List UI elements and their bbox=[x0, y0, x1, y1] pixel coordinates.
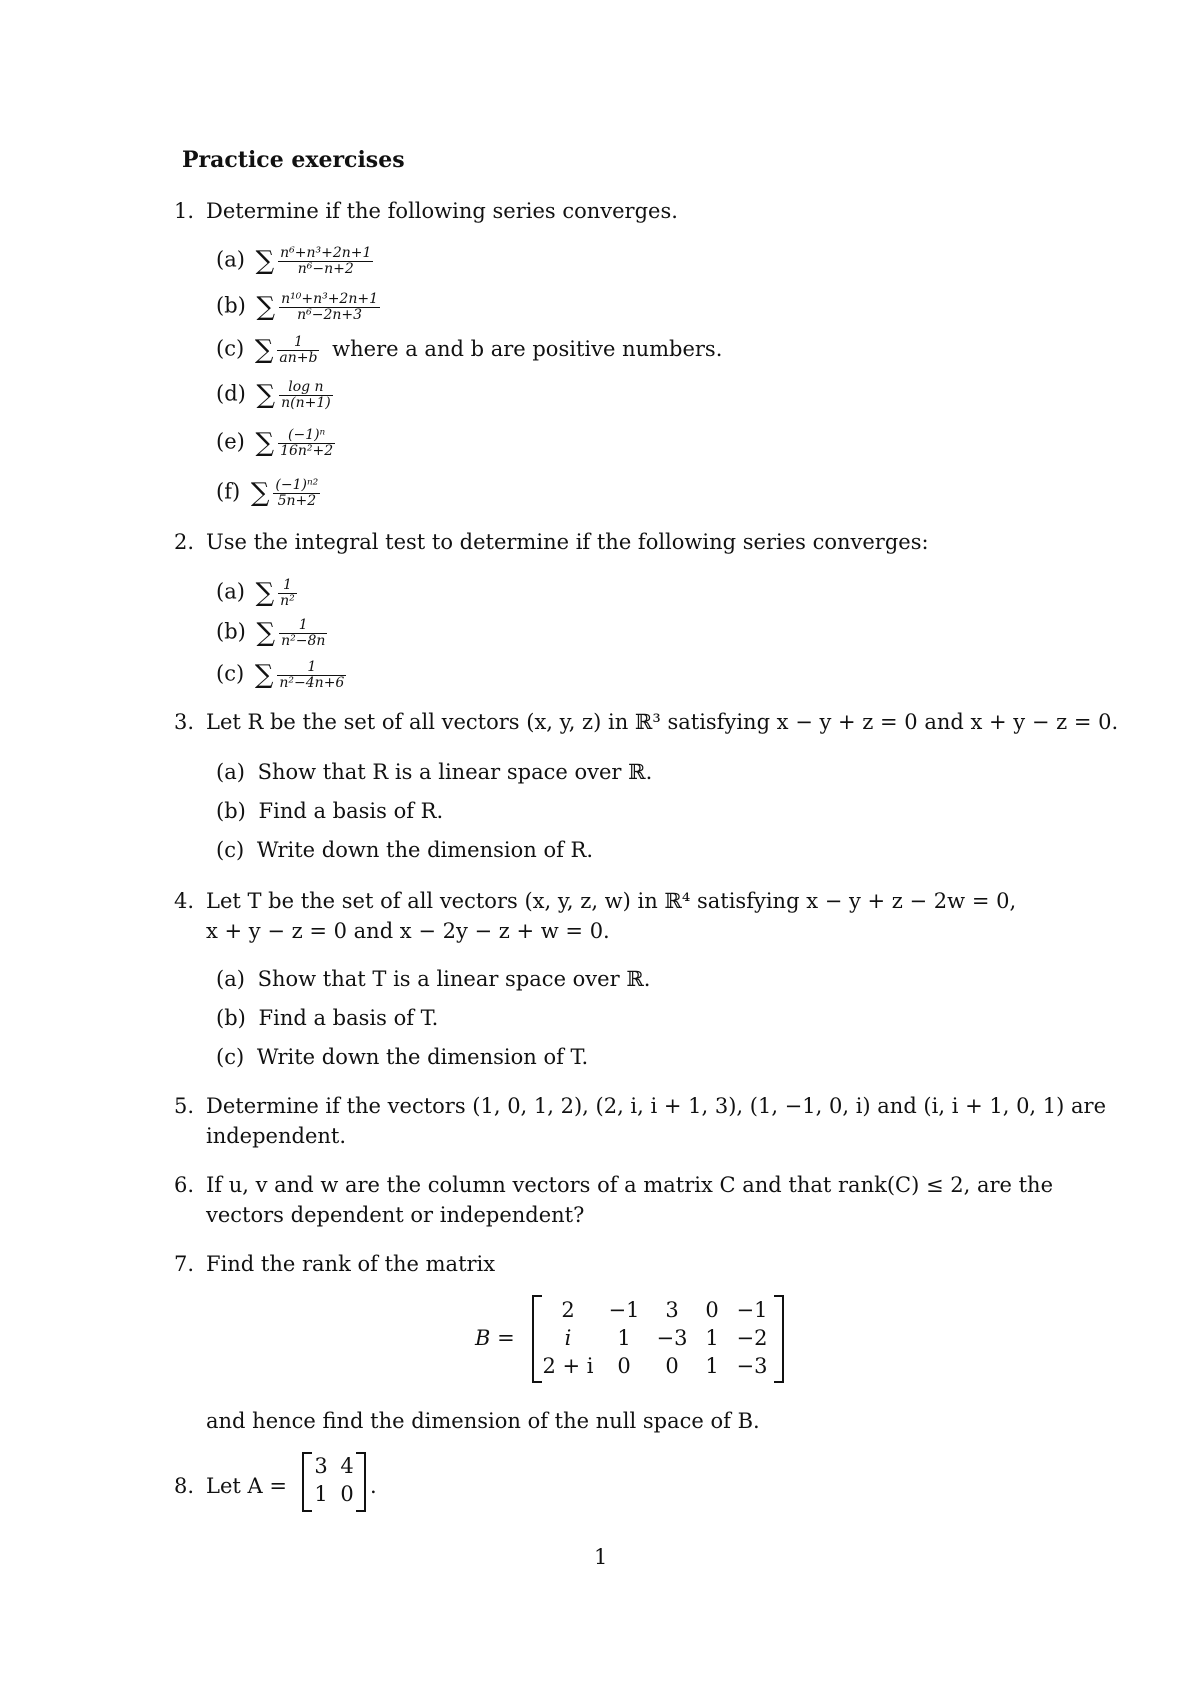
q2-text: Use the integral test to determine if the following series converges: bbox=[206, 530, 929, 554]
q1-e-denominator: 16n²+2 bbox=[280, 442, 334, 459]
sum-sign: ∑ bbox=[256, 292, 276, 323]
q7-number: 7. bbox=[174, 1252, 195, 1276]
q2-b-denominator: n²−8n bbox=[281, 632, 326, 649]
matrix-cell: 1 bbox=[705, 1326, 719, 1350]
q2-item-b bbox=[216, 618, 327, 648]
q2-item-a bbox=[216, 578, 297, 608]
q4-line2: x + y − z = 0 and x − 2y − z + w = 0. bbox=[206, 919, 610, 943]
matrix-cell: 0 bbox=[665, 1354, 679, 1378]
q1-d-numerator: log n bbox=[279, 380, 333, 396]
q1-item-d bbox=[216, 380, 333, 410]
q2-a-fraction bbox=[278, 578, 297, 608]
sum-sign: ∑ bbox=[254, 335, 274, 366]
bracket-right bbox=[774, 1295, 784, 1383]
matrix-cell: −1 bbox=[736, 1298, 768, 1322]
q1-item-f-label: (f) bbox=[216, 479, 241, 504]
q4-item-a bbox=[216, 967, 650, 991]
q1-number: 1. bbox=[174, 199, 195, 223]
matrix-cell: −3 bbox=[656, 1326, 688, 1350]
matrix-cell: i bbox=[564, 1326, 572, 1350]
q3-item-c-text: Write down the dimension of R. bbox=[256, 838, 594, 862]
q4-item-b-text: Find a basis of T. bbox=[258, 1006, 439, 1030]
sum-sign: ∑ bbox=[255, 246, 275, 277]
q5-line2: independent. bbox=[206, 1124, 347, 1148]
q7-text: Find the rank of the matrix bbox=[206, 1252, 496, 1276]
q2-number: 2. bbox=[174, 530, 195, 554]
q1-item-c-label: (c) bbox=[216, 336, 245, 361]
q6-line2: vectors dependent or independent? bbox=[206, 1203, 585, 1227]
sum-sign: ∑ bbox=[255, 578, 275, 609]
q1-item-e-label: (e) bbox=[216, 429, 245, 454]
matrix-cell: −1 bbox=[608, 1298, 640, 1322]
matrix-cell: 0 bbox=[705, 1298, 719, 1322]
q1-item-c bbox=[216, 335, 722, 365]
matrix-cell: 1 bbox=[617, 1326, 631, 1350]
q8-number: 8. bbox=[174, 1474, 195, 1498]
q3-item-a-text: Show that R is a linear space over ℝ. bbox=[257, 760, 653, 784]
q1-b-fraction bbox=[279, 292, 380, 322]
q3-number: 3. bbox=[174, 710, 195, 734]
q4-number: 4. bbox=[174, 889, 195, 913]
q2-item-b-label: (b) bbox=[216, 619, 246, 644]
q2-a-numerator: 1 bbox=[278, 578, 297, 594]
q1-a-denominator: n⁶−n+2 bbox=[297, 260, 354, 277]
q6-number: 6. bbox=[174, 1173, 195, 1197]
q1-e-fraction bbox=[278, 428, 335, 458]
q2-c-fraction bbox=[277, 660, 346, 690]
q4-item-c bbox=[216, 1045, 588, 1069]
q4-item-b-label: (b) bbox=[216, 1006, 246, 1030]
q2-item-c-label: (c) bbox=[216, 661, 245, 686]
q3-item-b-label: (b) bbox=[216, 799, 246, 823]
matrix-a bbox=[302, 1452, 366, 1512]
q1-d-fraction bbox=[279, 380, 333, 410]
matrix-cell: 0 bbox=[617, 1354, 631, 1378]
q1-item-a-label: (a) bbox=[216, 247, 245, 272]
q1-b-numerator: n¹⁰+n³+2n+1 bbox=[281, 291, 378, 307]
q2-item-c bbox=[216, 660, 346, 690]
sum-sign: ∑ bbox=[254, 660, 274, 691]
q1-c-suffix: where a and b are positive numbers. bbox=[332, 336, 723, 361]
q1-item-a bbox=[216, 246, 373, 276]
q2-c-numerator: 1 bbox=[277, 660, 346, 676]
matrix-cell: 2 + i bbox=[542, 1354, 594, 1378]
q4-item-a-text: Show that T is a linear space over ℝ. bbox=[257, 967, 651, 991]
matrix-b bbox=[532, 1295, 784, 1383]
q1-f-denominator: 5n+2 bbox=[277, 492, 317, 509]
q8-period: . bbox=[370, 1474, 377, 1498]
q1-e-numerator: (−1)ⁿ bbox=[278, 428, 335, 444]
matrix-cell: 4 bbox=[340, 1454, 354, 1478]
q2-a-denominator: n² bbox=[280, 592, 295, 609]
matrix-cell: 2 bbox=[561, 1298, 575, 1322]
q1-text: Determine if the following series converges. bbox=[206, 199, 678, 223]
q1-f-fraction bbox=[273, 478, 320, 508]
q1-a-fraction bbox=[278, 246, 373, 276]
q4-item-c-text: Write down the dimension of T. bbox=[256, 1045, 589, 1069]
q5-number: 5. bbox=[174, 1094, 195, 1118]
q4-item-c-label: (c) bbox=[216, 1045, 245, 1069]
q1-item-b-label: (b) bbox=[216, 293, 246, 318]
q1-c-fraction bbox=[277, 335, 319, 365]
matrix-cell: −2 bbox=[736, 1326, 768, 1350]
q6-line1: If u, v and w are the column vectors of a matrix C and that rank(C) ≤ 2, are the bbox=[206, 1173, 1053, 1197]
q1-f-numerator: (−1)ⁿ² bbox=[275, 477, 319, 493]
q3-item-c bbox=[216, 838, 593, 862]
matrix-cell: 3 bbox=[665, 1298, 679, 1322]
q3-item-b-text: Find a basis of R. bbox=[258, 799, 444, 823]
matrix-cell: 1 bbox=[705, 1354, 719, 1378]
q2-item-a-label: (a) bbox=[216, 579, 245, 604]
q5-line1: Determine if the vectors (1, 0, 1, 2), (2, i, i + 1, 3), (1, −1, 0, i) and (i, i + 1, 0, 1) are bbox=[206, 1094, 1106, 1118]
sum-sign: ∑ bbox=[256, 380, 276, 411]
q1-c-numerator: 1 bbox=[277, 335, 319, 351]
q2-b-fraction bbox=[279, 618, 327, 648]
sum-sign: ∑ bbox=[256, 618, 276, 649]
q4-item-b bbox=[216, 1006, 438, 1030]
q3-item-a-label: (a) bbox=[216, 760, 245, 784]
q4-item-a-label: (a) bbox=[216, 967, 245, 991]
page-heading: Practice exercises bbox=[182, 147, 405, 173]
q4-line1: Let T be the set of all vectors (x, y, z, w) in ℝ⁴ satisfying x − y + z − 2w = 0, bbox=[206, 889, 1017, 913]
q7-after-text: and hence find the dimension of the null space of B. bbox=[206, 1409, 760, 1433]
matrix-cell: 1 bbox=[314, 1482, 328, 1506]
q1-item-e bbox=[216, 428, 335, 458]
sum-sign: ∑ bbox=[255, 428, 275, 459]
q2-b-numerator: 1 bbox=[279, 618, 327, 634]
q1-item-f bbox=[216, 478, 320, 508]
q1-a-numerator: n⁶+n³+2n+1 bbox=[280, 245, 372, 261]
matrix-cell: 3 bbox=[314, 1454, 328, 1478]
q3-item-b bbox=[216, 799, 443, 823]
q3-item-a bbox=[216, 760, 652, 784]
q2-c-denominator: n²−4n+6 bbox=[279, 674, 345, 691]
q1-c-denominator: an+b bbox=[279, 349, 318, 366]
page-number: 1 bbox=[594, 1545, 608, 1569]
matrix-cell: −3 bbox=[736, 1354, 768, 1378]
q1-d-denominator: n(n+1) bbox=[281, 394, 331, 411]
q1-b-denominator: n⁶−2n+3 bbox=[297, 306, 362, 323]
sum-sign: ∑ bbox=[250, 478, 270, 509]
matrix-b-label: B = bbox=[475, 1326, 515, 1350]
q1-item-d-label: (d) bbox=[216, 381, 246, 406]
q3-item-c-label: (c) bbox=[216, 838, 245, 862]
q8-text: Let A = bbox=[206, 1474, 287, 1498]
q1-item-b bbox=[216, 292, 380, 322]
q3-text: Let R be the set of all vectors (x, y, z) in ℝ³ satisfying x − y + z = 0 and x + y − z = 0. bbox=[206, 710, 1119, 734]
matrix-cell: 0 bbox=[340, 1482, 354, 1506]
